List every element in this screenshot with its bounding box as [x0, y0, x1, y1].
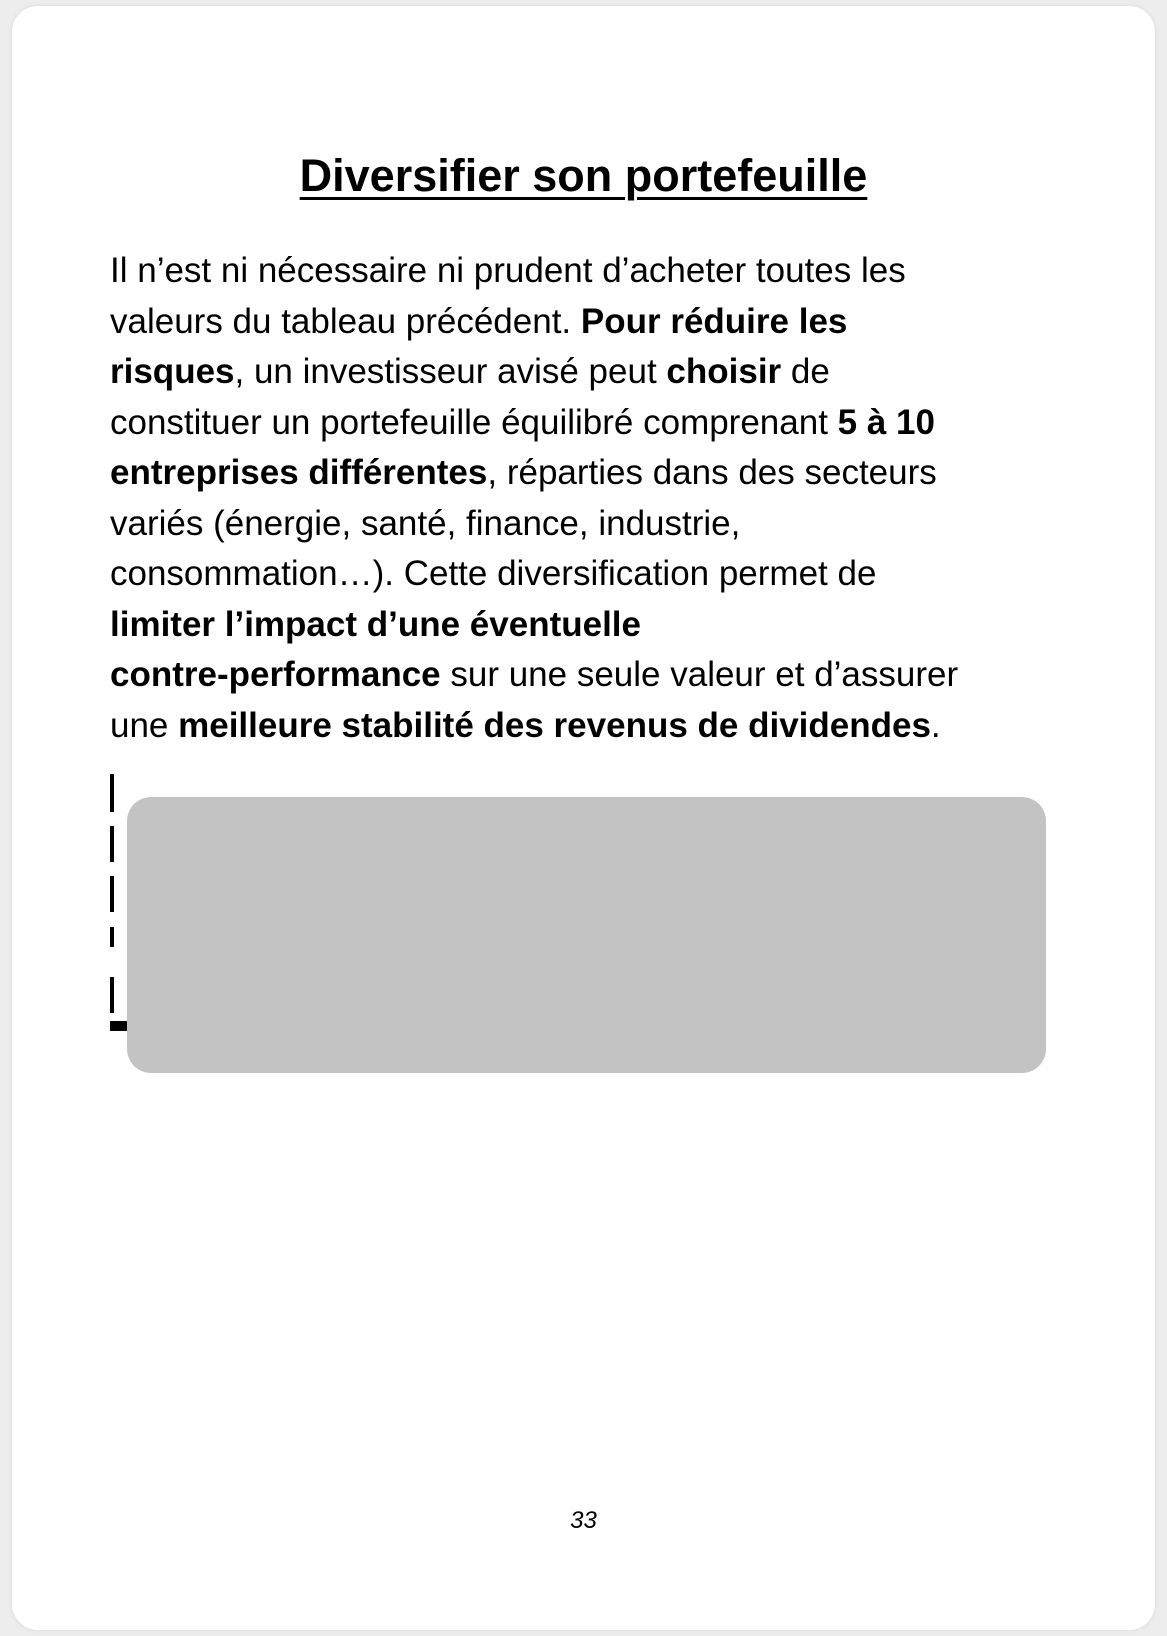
bold-text: 5 à 10 [837, 402, 935, 442]
page-title: Diversifier son portefeuille [299, 150, 868, 201]
bold-text: choisir [666, 352, 782, 391]
paragraph-line: valeurs du tableau précédent. Pour réduire les [110, 301, 848, 341]
document-page [12, 6, 1155, 1630]
page-number: 33 [570, 1507, 597, 1534]
paragraph-line: contre-performance sur une seule valeur et d’assurer [110, 655, 959, 694]
paragraph-line: une meilleure stabilité des revenus de dividendes. [110, 705, 941, 745]
paragraph-line: constituer un portefeuille équilibré comprenant 5 à 10 [110, 402, 935, 442]
paragraph-line [110, 600, 1070, 651]
bold-text: Pour réduire les [580, 301, 848, 341]
bold-text: entreprises différentes [110, 453, 488, 492]
redaction-box [127, 797, 1046, 1073]
paragraph-line: variés (énergie, santé, finance, industrie, [110, 503, 741, 543]
paragraph-diversification [110, 246, 1070, 751]
paragraph-line: risques, un investisseur avisé peut choisir de [110, 352, 830, 391]
paragraph-line: consommation…). Cette diversification permet de [110, 554, 877, 593]
bold-text: contre-performance [110, 655, 441, 694]
bold-text: risques [110, 352, 235, 391]
bold-text: limiter l’impact d’une éventuelle [110, 604, 641, 644]
bold-text: meilleure stabilité des revenus de dividendes [178, 705, 931, 745]
paragraph-line: Il n’est ni nécessaire ni prudent d’acheter toutes les [110, 251, 906, 290]
paragraph-line: entreprises différentes, réparties dans des secteurs [110, 453, 937, 492]
